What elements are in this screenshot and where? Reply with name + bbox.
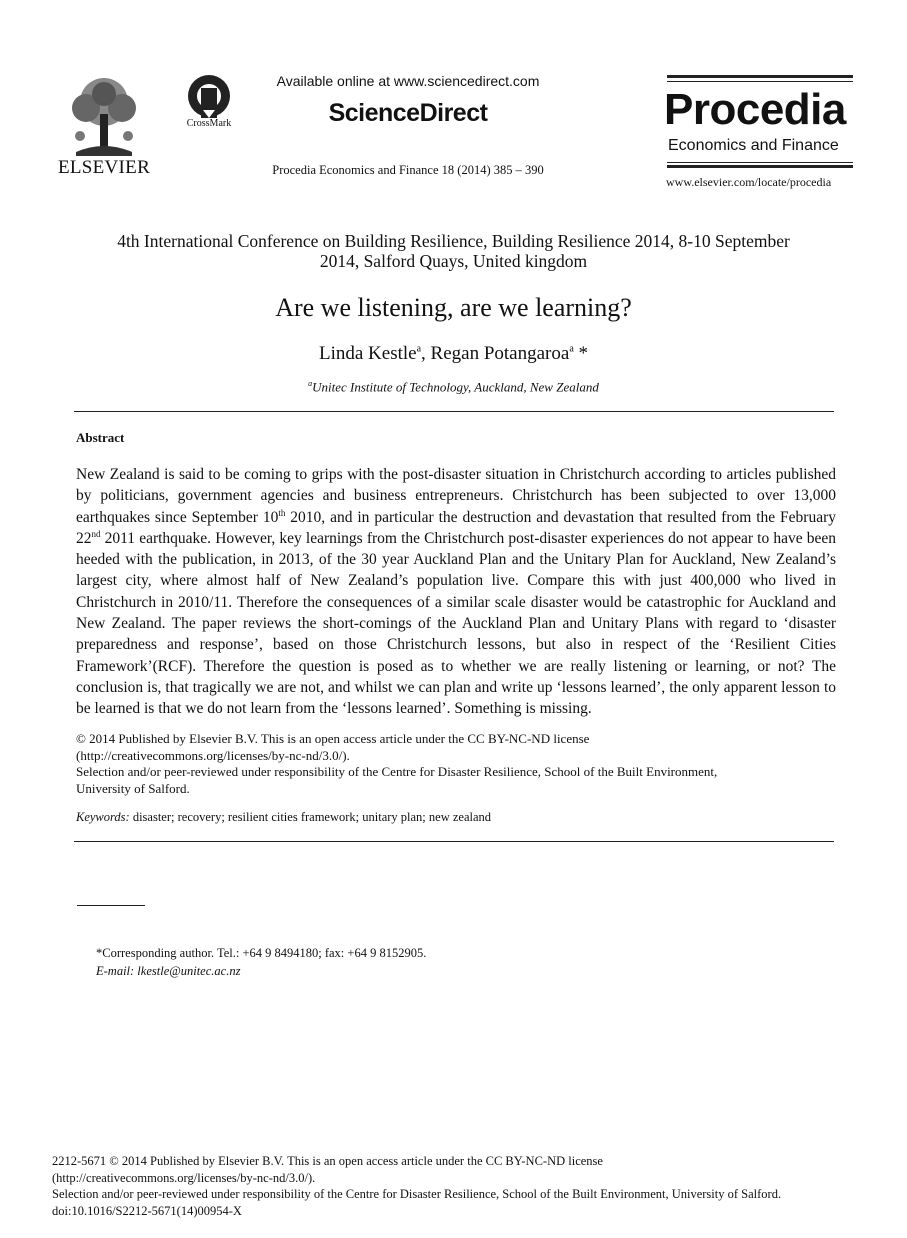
procedia-rule-bottom (667, 165, 853, 168)
affiliation (60, 379, 847, 395)
keywords-text: disaster; recovery; resilient cities framework; unitary plan; new zealand (129, 810, 492, 824)
footer-doi[interactable]: doi:10.1016/S2212-5671(14)00954-X (52, 1203, 242, 1218)
footer-review: Selection and/or peer-reviewed under responsibility of the Centre for Disaster Resilience, School of the Built Environment, University of Salford. (52, 1187, 782, 1201)
available-online: Available online at www.sciencedirect.com (276, 73, 540, 89)
procedia-rule-top (667, 75, 853, 78)
author-affil-marker: a (416, 343, 422, 355)
author-name: Linda Kestle (318, 343, 417, 364)
conference-line-1: 4th International Conference on Building Resilience, Building Resilience 2014, 8-10 September (117, 231, 790, 251)
conference-line-2: 2014, Salford Quays, United kingdom (319, 251, 588, 271)
review-line: Selection and/or peer-reviewed under responsibility of the Centre for Disaster Resilience, School of the Built Environment, (76, 764, 718, 780)
procedia-url-link[interactable]: www.elsevier.com/locate/procedia (666, 175, 832, 189)
procedia-title: Procedia (664, 85, 846, 134)
affiliation-text: Unitec Institute of Technology, Auckland, New Zealand (312, 379, 599, 395)
abstract-text: 2011 earthquake. However, key learnings from the Christchurch post-disaster experiences do not appear to have been heeded with the publication, in 2013, of the 30 year Auckland Plan and the Unitary Plan for Auckland, New Zealand’s largest city, where almost half of New Zealand’s population live. Compare this with just 400,000 who lived in Christchurch in 2010/11. Therefore the consequences of a similar scale disaster would be catastrophic for Auckland and New Zealand. The paper reviews the short-comings of the Auckland Plan and Unitary Plans with regard to ‘disaster preparedness and response’, based on those Christchurch lessons, but also in respect of the ‘Resilient Cities Framework’(RCF). Therefore the question is posed as to whether we are really listening or learning, or not? The conclusion is, that tragically we are not, and whilst we can plan and write up ‘lessons learned’, the only apparent lesson to be learned is that we do not learn from the ‘lessons learned’. Something is missing. (76, 529, 836, 718)
author-separator: , (421, 343, 431, 364)
ordinal-sup: nd (91, 528, 101, 539)
publisher-name: ELSEVIER (57, 157, 151, 178)
abstract-text: New Zealand is said to be coming to grips with the post-disaster situation in Christchurch according to articles published by politicians, government agencies and business entrepreneurs. Christchurch has been subjected to over 13,000 earthquakes since September 10 (76, 466, 836, 526)
abstract-text: 2010, and in particular the destruction and devastation that resulted from the February 22 (76, 508, 836, 547)
affil-marker: a (308, 379, 313, 388)
footer-license-link[interactable]: (http://creativecommons.org/licenses/by-nc-nd/3.0/). (52, 1170, 316, 1185)
paper-title: Are we listening, are we learning? (275, 293, 632, 322)
corresponding-author: *Corresponding author. Tel.: +64 9 8494180; fax: +64 9 8152905. (96, 946, 427, 960)
divider-bottom (74, 841, 834, 842)
procedia-rule-bottom-thin (667, 162, 853, 163)
ordinal-sup: th (278, 507, 286, 518)
keywords-label: Keywords: (76, 810, 130, 824)
journal-reference: Procedia Economics and Finance 18 (2014) 385 – 390 (272, 163, 544, 177)
author-name: Regan Potangaroa (430, 343, 570, 364)
copyright-notice (76, 731, 836, 798)
abstract-body (76, 464, 836, 720)
corresponding-marker: * (573, 343, 589, 364)
copyright-line: © 2014 Published by Elsevier B.V. This is an open access article under the CC BY-NC-ND license (76, 731, 590, 746)
conference-info (70, 231, 837, 271)
license-link[interactable]: (http://creativecommons.org/licenses/by-nc-nd/3.0/). (76, 747, 350, 763)
keywords (76, 810, 836, 825)
sciencedirect-logo[interactable]: ScienceDirect (328, 99, 488, 127)
footnote-rule (77, 905, 145, 906)
author-affil-marker: a (569, 343, 574, 355)
email-link[interactable]: E-mail: lkestle@unitec.ac.nz (96, 964, 241, 978)
procedia-subtitle: Economics and Finance (668, 137, 839, 154)
procedia-rule-top-thin (667, 81, 853, 82)
review-line: University of Salford. (76, 781, 190, 797)
abstract-heading: Abstract (76, 430, 125, 445)
crossmark-label: CrossMark (186, 118, 232, 129)
author-list (60, 343, 847, 365)
footer-issn: 2212-5671 © 2014 Published by Elsevier B.V. This is an open access article under the CC BY-NC-ND license (52, 1154, 603, 1168)
divider-top (74, 411, 834, 412)
page-footer (52, 1153, 852, 1219)
